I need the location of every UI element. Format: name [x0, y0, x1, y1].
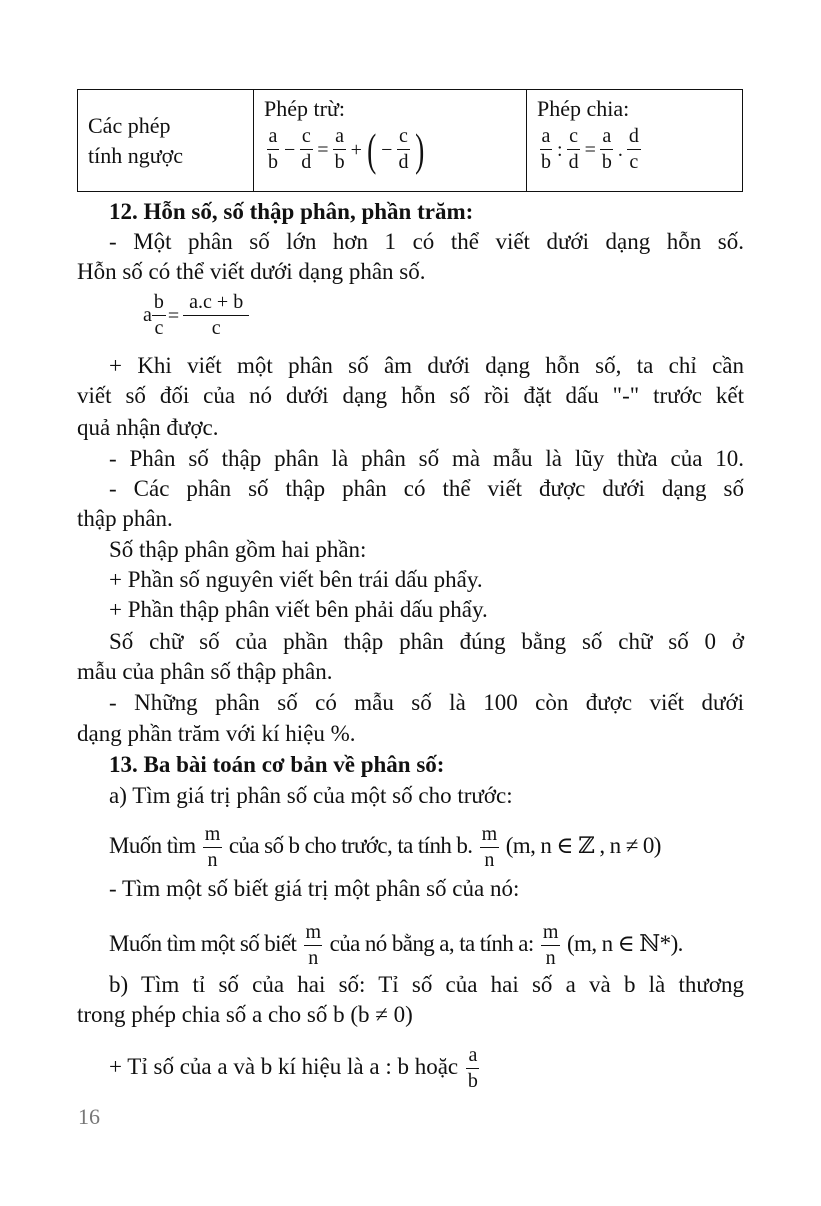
paragraph-line: Hỗn số có thể viết dưới dạng phân số. — [77, 259, 426, 284]
math-symbol: b — [467, 1070, 478, 1092]
fraction — [396, 124, 410, 175]
paragraph-line: mẫu của phân số thập phân. — [77, 659, 333, 684]
row-label-line: tính ngược — [88, 142, 184, 168]
fraction — [567, 124, 581, 175]
math-symbol: a — [540, 124, 553, 150]
paragraph-line: + Phần số nguyên viết bên trái dấu phẩy. — [109, 567, 483, 592]
math-symbol: b — [541, 151, 551, 173]
fraction — [203, 822, 222, 873]
text-segment: + Tỉ số của a và b kí hiệu là a : b hoặc — [109, 1053, 459, 1079]
page-number: 16 — [78, 1104, 100, 1129]
math-symbol: m — [203, 822, 222, 848]
math-symbol: c — [397, 124, 410, 150]
text-segment: của nó bằng a, ta tính a: — [329, 930, 534, 956]
paragraph-line: quả nhận được. — [77, 415, 219, 440]
math-symbol: m — [541, 920, 560, 946]
fraction — [627, 124, 641, 175]
division-cell — [527, 90, 743, 192]
text-segment: (m, n ∈ ℕ*). — [566, 930, 683, 956]
paragraph-line: a) Tìm giá trị phân số của một số cho trước: — [109, 783, 513, 808]
subtraction-title: Phép trừ: — [264, 96, 345, 121]
math-symbol: = — [584, 138, 596, 161]
fraction — [304, 920, 323, 971]
math-symbol: + — [350, 138, 362, 161]
math-symbol: : — [557, 138, 563, 161]
row-label-cell — [78, 90, 254, 192]
ratio-notation-line — [77, 1043, 744, 1094]
math-symbol: ( — [366, 123, 377, 175]
fraction — [333, 124, 347, 175]
row-label-line: Các phép — [88, 112, 171, 138]
fraction — [152, 290, 166, 341]
division-title: Phép chia: — [537, 96, 630, 121]
text-segment: (m, n ∈ ℤ , n ≠ 0) — [505, 832, 661, 858]
math-symbol: a — [466, 1043, 479, 1069]
fraction — [266, 124, 280, 175]
fraction — [539, 124, 553, 175]
math-symbol: b — [334, 151, 345, 173]
paragraph-line: thập phân. — [77, 506, 173, 531]
math-symbol: n — [545, 947, 556, 969]
mixed-number-formula — [143, 290, 251, 341]
math-symbol: c — [154, 317, 164, 339]
fraction — [480, 822, 499, 873]
text-segment: của số b cho trước, ta tính b. — [228, 832, 473, 858]
division-formula — [537, 124, 732, 175]
math-symbol: b — [601, 151, 612, 173]
inverse-operations-table — [77, 89, 743, 192]
fraction — [541, 920, 560, 971]
math-symbol: d — [627, 124, 641, 150]
section-13-heading: 13. Ba bài toán cơ bản về phân số: — [109, 752, 445, 777]
math-symbol: c — [567, 124, 580, 150]
paragraph-line: - Các phân số thập phân có thể viết được dưới dạng số — [109, 476, 744, 501]
math-symbol: d — [398, 151, 409, 173]
paragraph-line: + Phần thập phân viết bên phải dấu phẩy. — [109, 597, 488, 622]
math-symbol: ) — [415, 123, 425, 175]
number-from-fraction-formula — [77, 920, 744, 971]
paragraph-line: Số thập phân gồm hai phần: — [109, 537, 367, 562]
math-symbol: a — [333, 124, 346, 150]
subtraction-cell — [254, 90, 527, 192]
fraction — [466, 1043, 480, 1094]
math-symbol: a — [600, 124, 613, 150]
paragraph-line: - Phân số thập phân là phân số mà mẫu là lũy thừa của 10. — [109, 446, 744, 471]
text-segment: Muốn tìm một số biết — [109, 930, 297, 956]
math-symbol: = — [167, 304, 180, 327]
paragraph-line: Số chữ số của phần thập phân đúng bằng số chữ số 0 ở — [109, 629, 744, 654]
math-symbol: n — [207, 849, 217, 871]
fraction — [600, 124, 614, 175]
math-symbol: c — [629, 151, 639, 173]
math-symbol: n — [484, 849, 494, 871]
math-symbol: n — [308, 947, 318, 969]
math-symbol: d — [301, 151, 312, 173]
math-symbol: b — [152, 290, 166, 316]
math-symbol: m — [304, 920, 323, 946]
paragraph-line: b) Tìm tỉ số của hai số: Tỉ số của hai số a và b là thương — [109, 972, 744, 997]
math-symbol: . — [617, 138, 623, 161]
paragraph-line: - Tìm một số biết giá trị một phân số của nó: — [109, 876, 520, 901]
fraction — [183, 290, 249, 341]
fraction — [299, 124, 313, 175]
math-symbol: b — [268, 151, 278, 173]
math-symbol: a.c + b — [183, 290, 249, 316]
fraction-of-number-formula — [77, 822, 744, 873]
math-symbol: c — [300, 124, 313, 150]
math-symbol: m — [480, 822, 499, 848]
math-symbol: a — [267, 124, 280, 150]
math-symbol: = — [317, 138, 329, 161]
text-segment: Muốn tìm — [109, 832, 196, 858]
math-symbol: − — [284, 138, 296, 161]
paragraph-line: dạng phần trăm với kí hiệu %. — [77, 721, 356, 746]
section-12-heading: 12. Hỗn số, số thập phân, phần trăm: — [109, 199, 474, 224]
paragraph-line: + Khi viết một phân số âm dưới dạng hỗn số, ta chỉ cần — [109, 353, 744, 378]
paragraph-line: - Một phân số lớn hơn 1 có thể viết dưới dạng hỗn số. — [109, 229, 744, 254]
math-symbol: c — [211, 317, 221, 339]
math-symbol: − — [381, 138, 393, 161]
subtraction-formula — [264, 124, 516, 175]
math-symbol: a — [143, 303, 152, 326]
math-symbol: d — [568, 151, 579, 173]
paragraph-line: viết số đối của nó dưới dạng hỗn số rồi đặt dấu "-" trước kết — [77, 383, 744, 408]
paragraph-line: - Những phân số có mẫu số là 100 còn được viết dưới — [109, 690, 744, 715]
paragraph-line: trong phép chia số a cho số b (b ≠ 0) — [77, 1002, 413, 1027]
